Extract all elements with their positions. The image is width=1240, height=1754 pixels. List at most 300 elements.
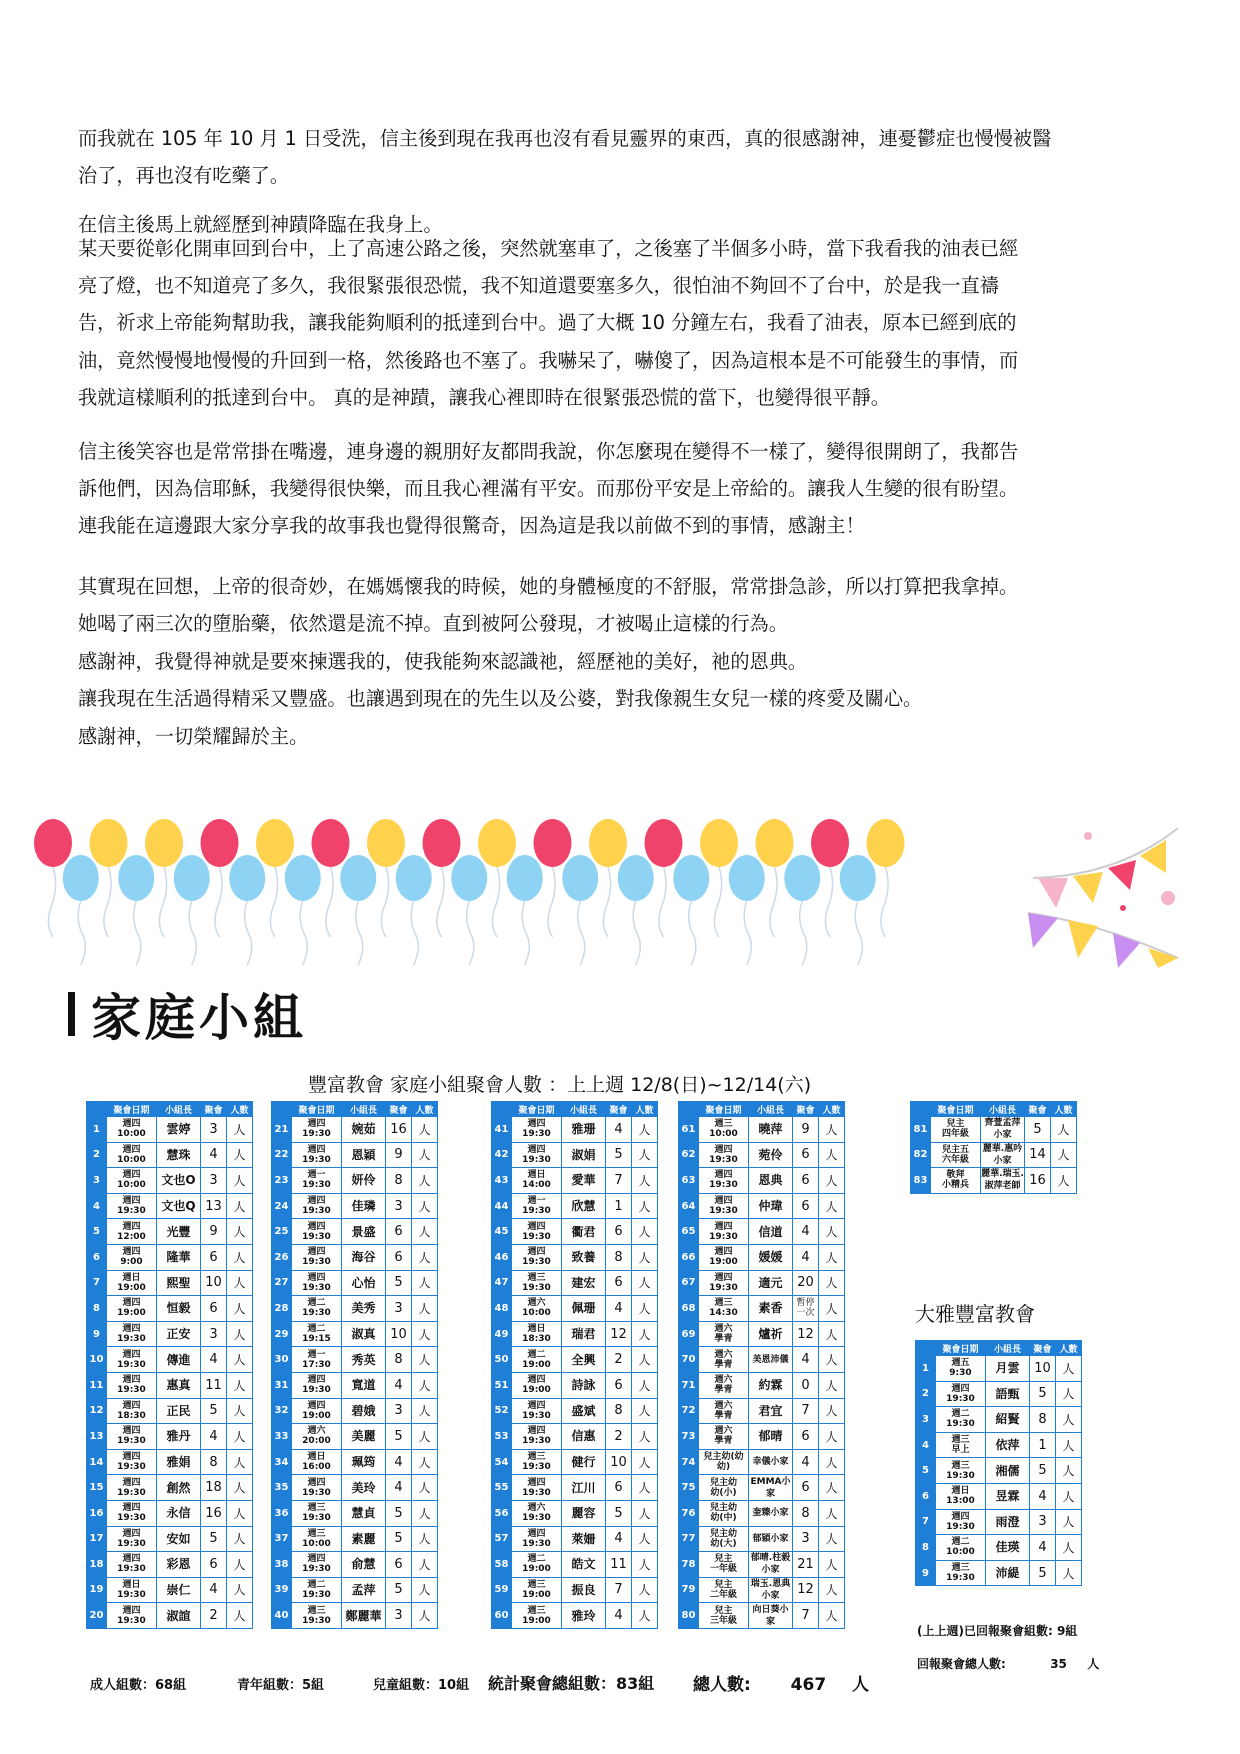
attendance-count: 6: [201, 1244, 227, 1270]
daya-total-people-note: [917, 1655, 1099, 1672]
group-leader: 健行: [562, 1449, 606, 1475]
group-number: 68: [679, 1296, 699, 1322]
meeting-day: 週六: [714, 1426, 733, 1437]
attendance-unit: 人: [412, 1424, 438, 1450]
attendance-unit: 人: [227, 1577, 253, 1603]
header-cell: 小組長: [157, 1102, 201, 1117]
header-cell: 聚會日期: [699, 1102, 749, 1117]
balloon-icon: [340, 855, 376, 901]
attendance-count: 4: [386, 1475, 412, 1501]
meeting-time: [292, 1193, 342, 1219]
meeting-hour: 19:30: [302, 1589, 331, 1600]
header-cell: 聚會: [606, 1102, 632, 1117]
attendance-unit: 人: [819, 1526, 845, 1552]
group-leader: 奎臻小家: [749, 1500, 793, 1526]
meeting-hour: 學青: [714, 1410, 733, 1421]
meeting-day: 週四: [307, 1196, 326, 1207]
meeting-time: [699, 1321, 749, 1347]
table-row: [272, 1552, 438, 1578]
group-leader: 信道: [749, 1219, 793, 1245]
table-row: [272, 1168, 438, 1194]
group-leader: 素香: [749, 1296, 793, 1322]
attendance-unit: 人: [412, 1270, 438, 1296]
attendance-count: 7: [793, 1398, 819, 1424]
meeting-time: [699, 1475, 749, 1501]
attendance-unit: 人: [1056, 1509, 1082, 1535]
group-leader: 鄭麗華: [342, 1603, 386, 1629]
table-row: [492, 1193, 658, 1219]
meeting-hour: 小精兵: [941, 1180, 969, 1191]
attendance-count: 3: [386, 1296, 412, 1322]
table-row: [679, 1398, 845, 1424]
paragraph: [78, 568, 1178, 642]
meeting-hour: 16:00: [302, 1462, 331, 1473]
meeting-hour: 19:30: [117, 1206, 146, 1217]
meeting-time: [107, 1552, 157, 1578]
daya-total-unit: 人: [1087, 1657, 1100, 1671]
meeting-time: [699, 1168, 749, 1194]
meeting-day: 週四: [527, 1144, 546, 1155]
group-leader: 美秀: [342, 1296, 386, 1322]
meeting-hour: 19:30: [522, 1513, 551, 1524]
attendance-count: 6: [793, 1193, 819, 1219]
attendance-count: 5: [386, 1270, 412, 1296]
meeting-day: 週四: [122, 1605, 141, 1616]
table-row: [272, 1398, 438, 1424]
meeting-hour: 10:00: [117, 1154, 146, 1165]
attendance-unit: 人: [227, 1321, 253, 1347]
paragraph: [78, 643, 1178, 680]
meeting-time: [107, 1321, 157, 1347]
attendance-count: 6: [793, 1168, 819, 1194]
meeting-time: [107, 1117, 157, 1143]
meeting-time: [292, 1117, 342, 1143]
group-number: 57: [492, 1526, 512, 1552]
group-leader: 愛華: [562, 1168, 606, 1194]
attendance-unit: 人: [632, 1526, 658, 1552]
meeting-day: 週二: [307, 1324, 326, 1335]
group-leader: 郁穎小家: [749, 1526, 793, 1552]
attendance-count: 6: [606, 1475, 632, 1501]
meeting-hour: 19:30: [522, 1487, 551, 1498]
group-leader: 盛斌: [562, 1398, 606, 1424]
meeting-hour: 19:30: [117, 1615, 146, 1626]
group-leader: 恩穎: [342, 1142, 386, 1168]
group-leader: 適元: [749, 1270, 793, 1296]
attendance-unit: 人: [1056, 1381, 1082, 1407]
meeting-day: 週四: [714, 1272, 733, 1283]
meeting-day: 週四: [122, 1452, 141, 1463]
header-cell: 小組長: [562, 1102, 606, 1117]
paragraph-line: 連我能在這邊跟大家分享我的故事我也覺得很驚奇，因為這是我以前做不到的事情，感謝主！: [78, 514, 865, 538]
meeting-day: 週三: [951, 1435, 970, 1446]
group-leader: 皓文: [562, 1552, 606, 1578]
meeting-day: 週六: [714, 1324, 733, 1335]
attendance-count: 12: [606, 1321, 632, 1347]
attendance-count: 8: [386, 1168, 412, 1194]
group-number: 78: [679, 1552, 699, 1578]
total-people-unit: 人: [852, 1675, 869, 1695]
table-row: [916, 1381, 1082, 1407]
table-row: [272, 1117, 438, 1143]
meeting-time: [512, 1603, 562, 1629]
attendance-unit: 人: [227, 1219, 253, 1245]
table-row: [87, 1552, 253, 1578]
meeting-time: [107, 1500, 157, 1526]
header-cell: 小組長: [749, 1102, 793, 1117]
meeting-hour: 9:30: [949, 1368, 972, 1379]
group-number: 2: [87, 1142, 107, 1168]
balloon-icon: [174, 855, 210, 901]
attendance-unit: 人: [412, 1193, 438, 1219]
meeting-day: 週四: [714, 1196, 733, 1207]
attendance-count: 2: [606, 1347, 632, 1373]
attendance-count: 4: [606, 1117, 632, 1143]
table-row: [492, 1552, 658, 1578]
meeting-hour: 19:30: [117, 1589, 146, 1600]
group-number: 26: [272, 1244, 292, 1270]
meeting-time: [512, 1449, 562, 1475]
group-leader: 文也O: [157, 1168, 201, 1194]
meeting-day: 週四: [307, 1144, 326, 1155]
balloon-icon: [34, 819, 72, 867]
attendance-count: 4: [201, 1347, 227, 1373]
meeting-time: [292, 1475, 342, 1501]
group-number: 4: [916, 1432, 936, 1458]
attendance-count: 4: [606, 1296, 632, 1322]
meeting-time: [292, 1372, 342, 1398]
group-number: 2: [916, 1381, 936, 1407]
header-cell: [679, 1102, 699, 1117]
group-number: 3: [87, 1168, 107, 1194]
meeting-time: [107, 1603, 157, 1629]
table-row: [272, 1296, 438, 1322]
group-number: 24: [272, 1193, 292, 1219]
meeting-hour: 19:30: [522, 1231, 551, 1242]
attendance-unit: 人: [819, 1142, 845, 1168]
table-row: [87, 1142, 253, 1168]
group-number: 51: [492, 1372, 512, 1398]
group-leader: 江川: [562, 1475, 606, 1501]
meeting-day: 週日: [307, 1452, 326, 1463]
attendance-unit: 人: [412, 1552, 438, 1578]
meeting-time: [107, 1142, 157, 1168]
attendance-unit: 人: [819, 1424, 845, 1450]
meeting-day: 週四: [307, 1554, 326, 1565]
table-row: [272, 1321, 438, 1347]
attendance-count: 5: [386, 1526, 412, 1552]
attendance-unit: 人: [227, 1193, 253, 1219]
attendance-unit: 人: [227, 1142, 253, 1168]
attendance-count: 4: [793, 1347, 819, 1373]
meeting-time: [107, 1449, 157, 1475]
children-group-table: [910, 1101, 1077, 1194]
table-row: [679, 1270, 845, 1296]
attendance-count: 6: [606, 1219, 632, 1245]
group-number: 29: [272, 1321, 292, 1347]
group-number: 32: [272, 1398, 292, 1424]
table-row: [916, 1483, 1082, 1509]
attendance-unit: 人: [412, 1398, 438, 1424]
meeting-time: [292, 1552, 342, 1578]
table-row: [916, 1560, 1082, 1586]
group-leader: 致養: [562, 1244, 606, 1270]
table-row: [492, 1168, 658, 1194]
meeting-time: [107, 1270, 157, 1296]
meeting-time: [936, 1535, 986, 1561]
meeting-day: 週四: [122, 1528, 141, 1539]
attendance-count: 11: [201, 1372, 227, 1398]
header-cell: 人數: [632, 1102, 658, 1117]
meeting-day: 週二: [951, 1537, 970, 1548]
table-row: [87, 1117, 253, 1143]
attendance-count: 18: [201, 1475, 227, 1501]
table-row: [679, 1526, 845, 1552]
group-number: 8: [87, 1296, 107, 1322]
total-people-label: 總人數:: [693, 1675, 751, 1695]
attendance-unit: 人: [227, 1449, 253, 1475]
group-leader: 永信: [157, 1500, 201, 1526]
balloon-banner-decoration: [28, 818, 1208, 968]
meeting-time: [931, 1142, 981, 1168]
attendance-count: 10: [1030, 1356, 1056, 1382]
table-row: [492, 1475, 658, 1501]
table-row: [916, 1407, 1082, 1433]
table-row: [492, 1347, 658, 1373]
header-cell: [916, 1341, 936, 1356]
group-leader: 佳瑛: [986, 1535, 1030, 1561]
meeting-day: 兒主: [946, 1119, 965, 1130]
group-number: 82: [911, 1142, 931, 1168]
header-cell: [272, 1102, 292, 1117]
meeting-time: [512, 1372, 562, 1398]
meeting-time: [699, 1142, 749, 1168]
meeting-day: 週四: [714, 1144, 733, 1155]
table-row: [87, 1603, 253, 1629]
paragraph-line: 治了，再也沒有吃藥了。: [78, 164, 290, 188]
meeting-time: [931, 1168, 981, 1194]
table-row: [916, 1432, 1082, 1458]
meeting-hour: 19:15: [302, 1334, 331, 1345]
attendance-unit: 人: [819, 1117, 845, 1143]
balloon-icon: [673, 855, 709, 901]
attendance-unit: 人: [632, 1142, 658, 1168]
meeting-hour: 四年級: [941, 1129, 969, 1140]
daya-total-value: 35: [1050, 1657, 1067, 1671]
attendance-count: 7: [793, 1603, 819, 1629]
meeting-hour: 19:30: [709, 1154, 738, 1165]
meeting-day: 週四: [307, 1477, 326, 1488]
group-leader: 雅娟: [157, 1449, 201, 1475]
meeting-time: [292, 1296, 342, 1322]
group-number: 72: [679, 1398, 699, 1424]
table-row: [679, 1577, 845, 1603]
meeting-day: 週六: [527, 1298, 546, 1309]
attendance-unit: 人: [819, 1398, 845, 1424]
attendance-unit: 人: [412, 1219, 438, 1245]
meeting-time: [699, 1372, 749, 1398]
attendance-count: 11: [606, 1552, 632, 1578]
attendance-unit: 人: [632, 1270, 658, 1296]
meeting-hour: 19:30: [522, 1206, 551, 1217]
group-leader: 雅玲: [562, 1603, 606, 1629]
table-row: [272, 1577, 438, 1603]
meeting-time: [936, 1407, 986, 1433]
meeting-time: [292, 1577, 342, 1603]
table-row: [87, 1347, 253, 1373]
meeting-hour: 19:00: [709, 1257, 738, 1268]
meeting-time: [512, 1475, 562, 1501]
meeting-hour: 19:30: [302, 1206, 331, 1217]
table-row: [679, 1449, 845, 1475]
meeting-day: 週四: [307, 1272, 326, 1283]
attendance-unit: 人: [227, 1270, 253, 1296]
daya-reported-groups-note: (上上週)已回報聚會組數: 9組: [917, 1624, 1078, 1638]
attendance-count: 13: [201, 1193, 227, 1219]
group-number: 14: [87, 1449, 107, 1475]
attendance-count: 8: [793, 1500, 819, 1526]
attendance-count: 暫停一次: [793, 1296, 819, 1322]
meeting-day: 週四: [951, 1511, 970, 1522]
attendance-count: 6: [386, 1552, 412, 1578]
table-row: [87, 1526, 253, 1552]
table-row: [492, 1500, 658, 1526]
group-number: 49: [492, 1321, 512, 1347]
group-leader: 爐祈: [749, 1321, 793, 1347]
attendance-unit: 人: [819, 1577, 845, 1603]
table-row: [911, 1168, 1077, 1194]
meeting-time: [107, 1526, 157, 1552]
table-row: [679, 1603, 845, 1629]
group-leader: 佩珊: [562, 1296, 606, 1322]
total-people: [693, 1670, 869, 1695]
meeting-hour: 10:00: [117, 1129, 146, 1140]
balloon-icon: [507, 855, 543, 901]
group-leader: 文也Q: [157, 1193, 201, 1219]
attendance-count: 10: [386, 1321, 412, 1347]
group-number: 6: [87, 1244, 107, 1270]
attendance-count: 6: [386, 1219, 412, 1245]
group-number: 9: [916, 1560, 936, 1586]
group-leader: 齊萱孟萍小家: [981, 1117, 1025, 1143]
header-cell: [911, 1102, 931, 1117]
balloon-icon: [840, 855, 876, 901]
meeting-day: 週四: [122, 1375, 141, 1386]
group-number: 53: [492, 1424, 512, 1450]
meeting-day: 週二: [527, 1349, 546, 1360]
group-number: 34: [272, 1449, 292, 1475]
meeting-hour: 19:30: [117, 1513, 146, 1524]
meeting-hour: 19:30: [522, 1410, 551, 1421]
meeting-hour: 19:30: [302, 1615, 331, 1626]
meeting-hour: 19:00: [522, 1564, 551, 1575]
meeting-hour: 學青: [714, 1334, 733, 1345]
group-number: 20: [87, 1603, 107, 1629]
attendance-count: 3: [201, 1321, 227, 1347]
group-leader: 昱霖: [986, 1483, 1030, 1509]
group-number: 12: [87, 1398, 107, 1424]
meeting-day: 週四: [122, 1554, 141, 1565]
group-number: 64: [679, 1193, 699, 1219]
attendance-count: 6: [793, 1475, 819, 1501]
meeting-hour: 19:30: [302, 1231, 331, 1242]
group-number: 81: [911, 1117, 931, 1143]
header-cell: 人數: [227, 1102, 253, 1117]
group-number: 62: [679, 1142, 699, 1168]
balloon-icon: [118, 855, 154, 901]
group-number: 43: [492, 1168, 512, 1194]
meeting-time: [512, 1193, 562, 1219]
group-number: 30: [272, 1347, 292, 1373]
group-leader: 雲婷: [157, 1117, 201, 1143]
group-leader: 傳進: [157, 1347, 201, 1373]
attendance-count: 16: [201, 1500, 227, 1526]
meeting-hour: 19:00: [117, 1282, 146, 1293]
daya-church-title: 大雅豐富教會: [915, 1302, 1035, 1326]
group-number: 48: [492, 1296, 512, 1322]
group-number: 44: [492, 1193, 512, 1219]
attendance-count: 14: [1025, 1142, 1051, 1168]
group-number: 31: [272, 1372, 292, 1398]
meeting-time: [699, 1603, 749, 1629]
total-people-value: 467: [790, 1675, 827, 1695]
meeting-time: [699, 1577, 749, 1603]
group-leader: 萊姍: [562, 1526, 606, 1552]
meeting-hour: 10:00: [522, 1308, 551, 1319]
table-row: [492, 1398, 658, 1424]
attendance-unit: 人: [819, 1270, 845, 1296]
balloon-icon: [201, 819, 239, 867]
meeting-day: 週四: [951, 1383, 970, 1394]
group-number: 6: [916, 1483, 936, 1509]
group-number: 50: [492, 1347, 512, 1373]
table-row: [272, 1449, 438, 1475]
attendance-count: 9: [201, 1219, 227, 1245]
attendance-count: 5: [201, 1526, 227, 1552]
meeting-hour: 12:00: [117, 1231, 146, 1242]
meeting-time: [512, 1270, 562, 1296]
meeting-hour: 10:00: [117, 1180, 146, 1191]
header-cell: 聚會: [201, 1102, 227, 1117]
group-leader: 彩恩: [157, 1552, 201, 1578]
attendance-count: 16: [386, 1117, 412, 1143]
table-row: [679, 1321, 845, 1347]
meeting-hour: 三年級: [709, 1615, 737, 1626]
table-row: [679, 1244, 845, 1270]
meeting-hour: 19:30: [302, 1282, 331, 1293]
meeting-day: 週一: [307, 1170, 326, 1181]
group-leader: 郁晴: [749, 1424, 793, 1450]
header-cell: 聚會: [793, 1102, 819, 1117]
table-row: [87, 1424, 253, 1450]
meeting-day: 週四: [527, 1477, 546, 1488]
meeting-time: [512, 1552, 562, 1578]
group-number: 8: [916, 1535, 936, 1561]
table-row: [87, 1577, 253, 1603]
header-cell: 人數: [1056, 1341, 1082, 1356]
meeting-hour: 19:00: [117, 1308, 146, 1319]
group-number: 1: [916, 1356, 936, 1382]
attendance-unit: 人: [227, 1168, 253, 1194]
meeting-hour: 19:30: [302, 1257, 331, 1268]
meeting-hour: 19:30: [302, 1308, 331, 1319]
youth-group-count: 青年組數：5組: [237, 1678, 325, 1693]
report-title: 豐富教會 家庭小組聚會人數 ：上上週 12/8(日)~12/14(六): [308, 1074, 812, 1096]
group-leader: 語甄: [986, 1381, 1030, 1407]
meeting-day: 週日: [122, 1272, 141, 1283]
attendance-count: 0: [793, 1372, 819, 1398]
balloon-icon: [618, 855, 654, 901]
